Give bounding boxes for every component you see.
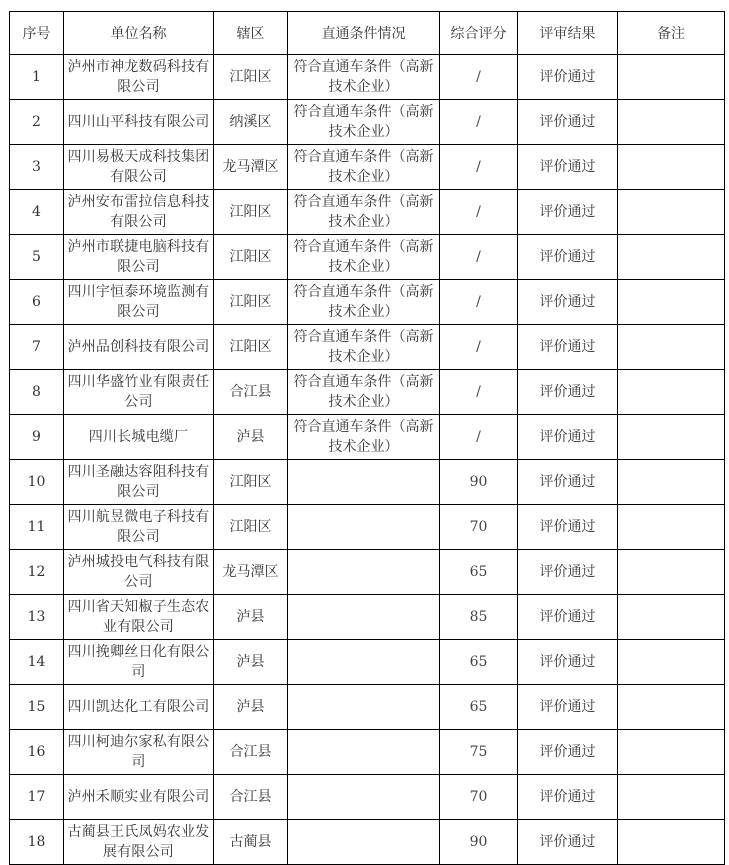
table-row <box>10 190 725 235</box>
result-cell: 评价通过 <box>518 730 618 775</box>
condition-cell <box>288 820 440 865</box>
condition-cell <box>288 640 440 685</box>
note-cell <box>618 505 725 550</box>
company-name-cell: 四川挽卿丝日化有限公司 <box>64 640 214 685</box>
district-cell: 古蔺县 <box>214 820 288 865</box>
condition-cell <box>288 505 440 550</box>
seq-cell: 3 <box>10 145 64 190</box>
note-cell <box>618 100 725 145</box>
company-name-cell: 古蔺县王氏凤妈农业发展有限公司 <box>64 820 214 865</box>
district-cell: 龙马潭区 <box>214 550 288 595</box>
table-row <box>10 325 725 370</box>
company-name-cell: 泸州安布雷拉信息科技有限公司 <box>64 190 214 235</box>
score-cell: 65 <box>440 550 518 595</box>
district-cell: 纳溪区 <box>214 100 288 145</box>
header-direct-condition: 直通条件情况 <box>288 12 440 55</box>
evaluation-results-table <box>9 11 725 865</box>
company-name-cell: 四川圣融达容阻科技有限公司 <box>64 460 214 505</box>
table-row <box>10 235 725 280</box>
result-cell: 评价通过 <box>518 190 618 235</box>
note-cell <box>618 685 725 730</box>
table-row <box>10 460 725 505</box>
district-cell: 泸县 <box>214 685 288 730</box>
table-row <box>10 55 725 100</box>
score-cell: / <box>440 55 518 100</box>
condition-cell: 符合直通车条件（高新技术企业） <box>288 415 440 460</box>
score-cell: / <box>440 415 518 460</box>
condition-cell: 符合直通车条件（高新技术企业） <box>288 145 440 190</box>
result-cell: 评价通过 <box>518 370 618 415</box>
district-cell: 龙马潭区 <box>214 145 288 190</box>
seq-cell: 15 <box>10 685 64 730</box>
table-row <box>10 280 725 325</box>
condition-cell <box>288 685 440 730</box>
note-cell <box>618 550 725 595</box>
note-cell <box>618 775 725 820</box>
table-body <box>10 55 725 865</box>
note-cell <box>618 235 725 280</box>
result-cell: 评价通过 <box>518 775 618 820</box>
result-cell: 评价通过 <box>518 550 618 595</box>
table-row <box>10 685 725 730</box>
table-header-row <box>10 12 725 55</box>
score-cell: / <box>440 325 518 370</box>
district-cell: 江阳区 <box>214 280 288 325</box>
result-cell: 评价通过 <box>518 55 618 100</box>
header-company-name: 单位名称 <box>64 12 214 55</box>
company-name-cell: 四川航昱微电子科技有限公司 <box>64 505 214 550</box>
company-name-cell: 四川长城电缆厂 <box>64 415 214 460</box>
district-cell: 江阳区 <box>214 505 288 550</box>
score-cell: / <box>440 145 518 190</box>
condition-cell: 符合直通车条件（高新技术企业） <box>288 55 440 100</box>
table-row <box>10 505 725 550</box>
result-cell: 评价通过 <box>518 145 618 190</box>
district-cell: 泸县 <box>214 415 288 460</box>
note-cell <box>618 325 725 370</box>
header-score: 综合评分 <box>440 12 518 55</box>
table-row <box>10 820 725 865</box>
result-cell: 评价通过 <box>518 505 618 550</box>
seq-cell: 9 <box>10 415 64 460</box>
seq-cell: 10 <box>10 460 64 505</box>
result-cell: 评价通过 <box>518 595 618 640</box>
note-cell <box>618 415 725 460</box>
company-name-cell: 泸州市联捷电脑科技有限公司 <box>64 235 214 280</box>
header-result: 评审结果 <box>518 12 618 55</box>
seq-cell: 18 <box>10 820 64 865</box>
score-cell: 65 <box>440 685 518 730</box>
seq-cell: 4 <box>10 190 64 235</box>
seq-cell: 1 <box>10 55 64 100</box>
company-name-cell: 泸州市神龙数码科技有限公司 <box>64 55 214 100</box>
condition-cell: 符合直通车条件（高新技术企业） <box>288 280 440 325</box>
condition-cell: 符合直通车条件（高新技术企业） <box>288 190 440 235</box>
score-cell: / <box>440 100 518 145</box>
company-name-cell: 四川省天知椒子生态农业有限公司 <box>64 595 214 640</box>
score-cell: / <box>440 235 518 280</box>
score-cell: 90 <box>440 460 518 505</box>
score-cell: 85 <box>440 595 518 640</box>
condition-cell <box>288 775 440 820</box>
result-cell: 评价通过 <box>518 685 618 730</box>
table-row <box>10 370 725 415</box>
result-cell: 评价通过 <box>518 280 618 325</box>
seq-cell: 5 <box>10 235 64 280</box>
seq-cell: 6 <box>10 280 64 325</box>
condition-cell <box>288 730 440 775</box>
company-name-cell: 四川宇恒泰环境监测有限公司 <box>64 280 214 325</box>
company-name-cell: 四川易极天成科技集团有限公司 <box>64 145 214 190</box>
score-cell: / <box>440 190 518 235</box>
district-cell: 江阳区 <box>214 235 288 280</box>
note-cell <box>618 460 725 505</box>
district-cell: 合江县 <box>214 370 288 415</box>
seq-cell: 16 <box>10 730 64 775</box>
seq-cell: 12 <box>10 550 64 595</box>
table-row <box>10 730 725 775</box>
table-row <box>10 640 725 685</box>
table-row <box>10 550 725 595</box>
header-note: 备注 <box>618 12 725 55</box>
district-cell: 泸县 <box>214 595 288 640</box>
district-cell: 江阳区 <box>214 55 288 100</box>
score-cell: 70 <box>440 505 518 550</box>
table-row <box>10 415 725 460</box>
table-row <box>10 100 725 145</box>
result-cell: 评价通过 <box>518 460 618 505</box>
seq-cell: 7 <box>10 325 64 370</box>
company-name-cell: 泸州禾顺实业有限公司 <box>64 775 214 820</box>
seq-cell: 2 <box>10 100 64 145</box>
table-row <box>10 775 725 820</box>
district-cell: 泸县 <box>214 640 288 685</box>
note-cell <box>618 370 725 415</box>
note-cell <box>618 595 725 640</box>
seq-cell: 14 <box>10 640 64 685</box>
district-cell: 江阳区 <box>214 325 288 370</box>
table-row <box>10 145 725 190</box>
company-name-cell: 泸州品创科技有限公司 <box>64 325 214 370</box>
company-name-cell: 四川华盛竹业有限责任公司 <box>64 370 214 415</box>
condition-cell: 符合直通车条件（高新技术企业） <box>288 370 440 415</box>
result-cell: 评价通过 <box>518 325 618 370</box>
condition-cell: 符合直通车条件（高新技术企业） <box>288 325 440 370</box>
score-cell: 75 <box>440 730 518 775</box>
condition-cell <box>288 595 440 640</box>
seq-cell: 11 <box>10 505 64 550</box>
note-cell <box>618 190 725 235</box>
score-cell: 70 <box>440 775 518 820</box>
score-cell: / <box>440 370 518 415</box>
note-cell <box>618 145 725 190</box>
result-cell: 评价通过 <box>518 820 618 865</box>
company-name-cell: 泸州城投电气科技有限公司 <box>64 550 214 595</box>
note-cell <box>618 55 725 100</box>
company-name-cell: 四川凯达化工有限公司 <box>64 685 214 730</box>
note-cell <box>618 640 725 685</box>
company-name-cell: 四川柯迪尔家私有限公司 <box>64 730 214 775</box>
seq-cell: 13 <box>10 595 64 640</box>
score-cell: 90 <box>440 820 518 865</box>
seq-cell: 17 <box>10 775 64 820</box>
condition-cell <box>288 550 440 595</box>
score-cell: / <box>440 280 518 325</box>
note-cell <box>618 820 725 865</box>
company-name-cell: 四川山平科技有限公司 <box>64 100 214 145</box>
table-row <box>10 595 725 640</box>
seq-cell: 8 <box>10 370 64 415</box>
note-cell <box>618 730 725 775</box>
district-cell: 江阳区 <box>214 460 288 505</box>
condition-cell: 符合直通车条件（高新技术企业） <box>288 100 440 145</box>
district-cell: 江阳区 <box>214 190 288 235</box>
header-district: 辖区 <box>214 12 288 55</box>
district-cell: 合江县 <box>214 730 288 775</box>
result-cell: 评价通过 <box>518 415 618 460</box>
note-cell <box>618 280 725 325</box>
condition-cell: 符合直通车条件（高新技术企业） <box>288 235 440 280</box>
result-cell: 评价通过 <box>518 640 618 685</box>
condition-cell <box>288 460 440 505</box>
score-cell: 65 <box>440 640 518 685</box>
header-seq: 序号 <box>10 12 64 55</box>
result-cell: 评价通过 <box>518 100 618 145</box>
district-cell: 合江县 <box>214 775 288 820</box>
result-cell: 评价通过 <box>518 235 618 280</box>
